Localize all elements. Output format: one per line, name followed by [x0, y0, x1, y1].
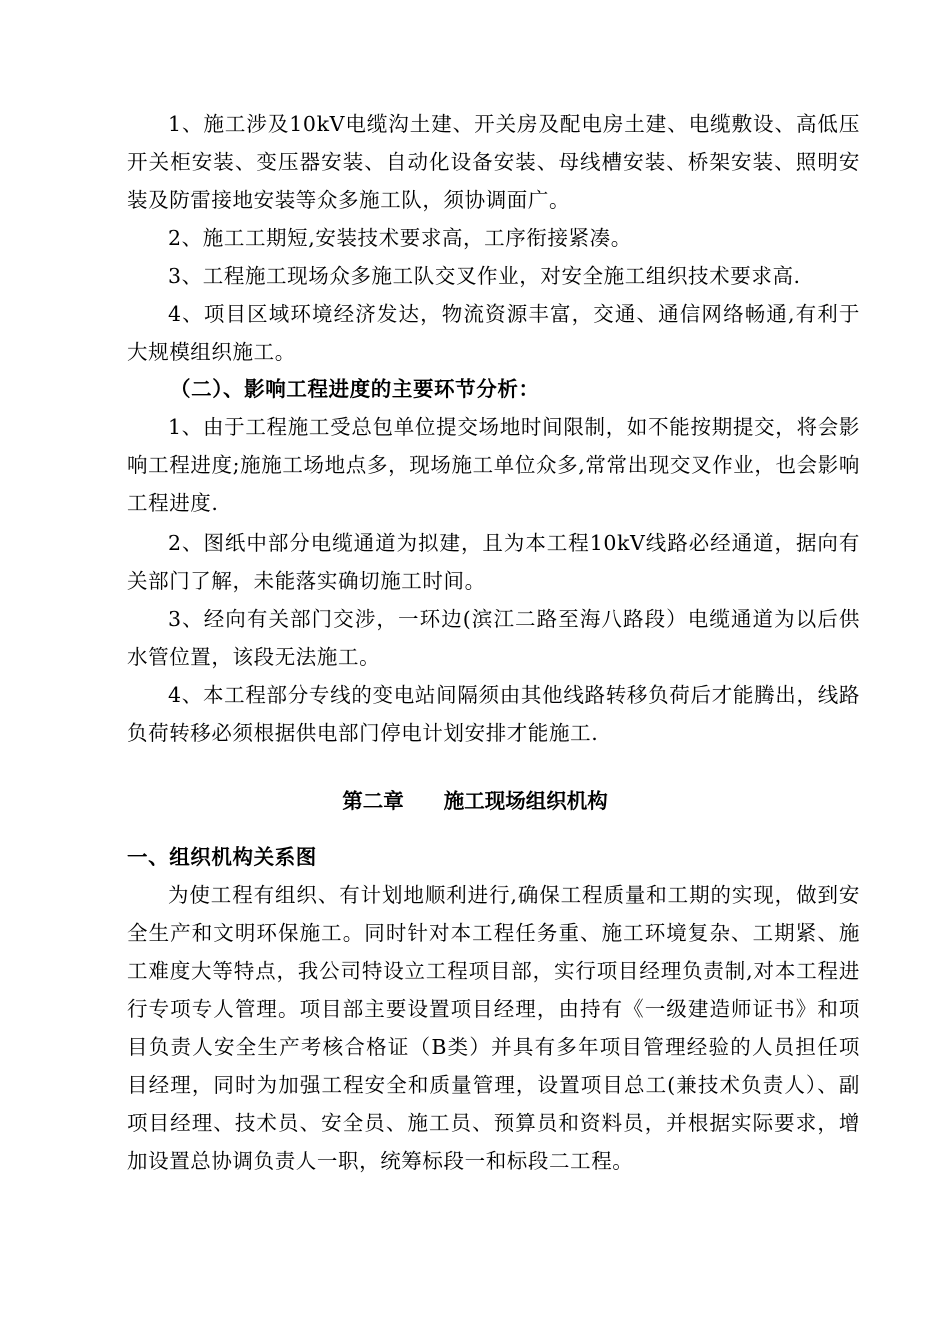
chapter-name: 施工现场组织机构 — [443, 789, 608, 813]
characteristic-item-3: 3、工程施工现场众多施工队交叉作业，对安全施工组织技术要求高. — [168, 264, 801, 288]
characteristic-item-2: 2、施工工期短,安装技术要求高，工序衔接紧凑。 — [168, 226, 632, 250]
chapter-title — [0, 782, 950, 820]
chapter-number: 第二章 — [342, 789, 404, 813]
analysis-item-3: 3、经向有关部门交涉，一环边(滨江二路至海八路段）电缆通道为以后供水管位置，该段无法施工。 — [127, 607, 860, 669]
characteristic-item-4: 4、项目区域环境经济发达，物流资源丰富，交通、通信网络畅通,有利于大规模组织施工。 — [127, 302, 860, 364]
section-paragraph: 为使工程有组织、有计划地顺利进行,确保工程质量和工期的实现，做到安全生产和文明环保施工。同时针对本工程任务重、施工环境复杂、工期紧、施工难度大等特点，我公司特设立工程项目部，实行项目经理负责制,对本工程进行专项专人管理。项目部主要设置项目经理，由持有《一级建造师证书》和项目负责人安全生产考核合格证（B类）并具有多年项目管理经验的人员担任项目经理，同时为加强工程安全和质量管理，设置项目总工(兼技术负责人）、副项目经理、技术员、安全员、施工员、预算员和资料员，并根据实际要求，增加设置总协调负责人一职，统筹标段一和标段二工程。 — [127, 883, 860, 1173]
analysis-item-1: 1、由于工程施工受总包单位提交场地时间限制，如不能按期提交，将会影响工程进度;施施工场地点多，现场施工单位众多,常常出现交叉作业，也会影响工程进度. — [127, 415, 860, 515]
analysis-item-2: 2、图纸中部分电缆通道为拟建，且为本工程10kV线路必经通道，据向有关部门了解，未能落实确切施工时间。 — [127, 531, 860, 593]
analysis-heading: （二）、影响工程进度的主要环节分析： — [170, 377, 540, 401]
characteristic-item-1: 1、施工涉及10kV电缆沟土建、开关房及配电房土建、电缆敷设、高低压开关柜安装、变压器安装、自动化设备安装、母线槽安装、桥架安装、照明安装及防雷接地安装等众多施工队，须协调面广。 — [127, 112, 860, 212]
section-heading: 一、组织机构关系图 — [127, 845, 317, 869]
analysis-item-4: 4、本工程部分专线的变电站间隔须由其他线路转移负荷后才能腾出，线路负荷转移必须根据供电部门停电计划安排才能施工. — [127, 683, 860, 745]
